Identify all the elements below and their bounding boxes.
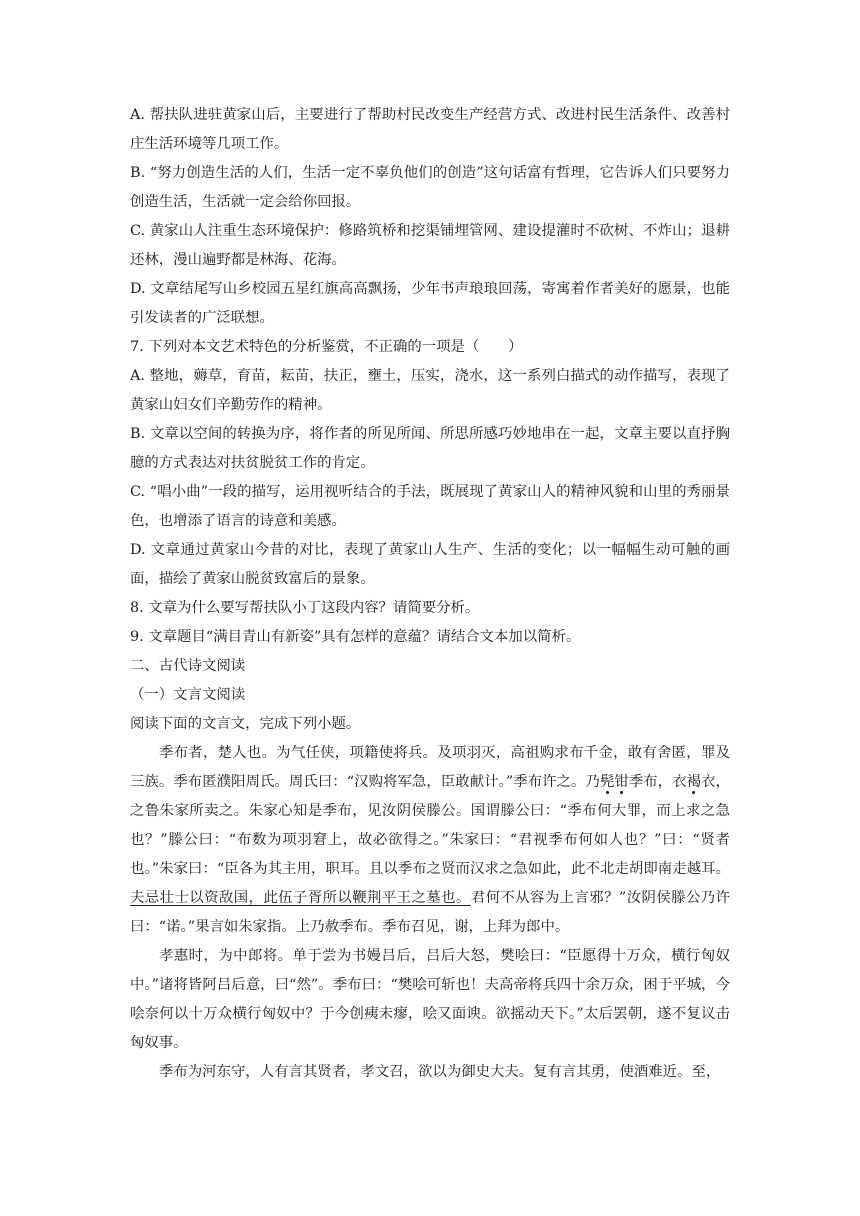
q6-option-c: C. 黄家山人注重生态环境保护：修路筑桥和挖渠铺埋管网、建设提灌时不砍树、不炸山；退耕还林，漫山遍野都是林海、花海。 [130,223,730,268]
dotted-char: 钳 [614,774,629,790]
instruction: 阅读下面的文言文，完成下列小题。 [130,716,361,732]
section-heading: 二、古代诗文阅读 [130,658,246,674]
q6-option-a: A. 帮扶队进驻黄家山后，主要进行了帮助村民改变生产经营方式、改进村民生活条件、改善村庄生活环境等几项工作。 [130,107,730,152]
para1-text-2: 季布，衣 [628,774,687,790]
para1-text-1: 季布者，楚人也。为气任侠，项籍使将兵。及项羽灭，高祖购求布千金，敢有舍匿，罪及三族。季布匿濮阳周氏。周氏曰：“汉购将军急，臣敢献计。”季布许之。乃 [130,745,730,790]
q8: 8. 文章为什么要写帮扶队小丁这段内容？请简要分析。 [130,600,480,616]
document-content [130,101,730,1087]
classical-paragraph-1 [130,739,730,942]
q7-option-c: C. “唱小曲”一段的描写，运用视听结合的手法，既展现了黄家山人的精神风貌和山里的秀丽景色，也增添了语言的诗意和美感。 [130,484,730,529]
dotted-char: 褐 [686,774,702,790]
q6-option-d: D. 文章结尾写山乡校园五星红旗高高飘扬，少年书声琅琅回荡，寄寓着作者美好的愿景，也能引发读者的广泛联想。 [130,281,730,326]
q7-option-d: D. 文章通过黄家山今昔的对比，表现了黄家山人生产、生活的变化；以一幅幅生动可触的画面，描绘了黄家山脱贫致富后的景象。 [130,542,730,587]
para1-text-3: 衣，之鲁朱家所卖之。朱家心知是季布，见汝阴侯滕公。国谓滕公曰：“季布何大罪，而上求之急也？”滕公曰：“布数为项羽窘上，故必欲得之。”朱家曰：“君视季布何如人也？”曰：“贤者也。”朱家曰：“臣各为其主用，职耳。且以季布之贤而汉求之急如此，此不北走胡即南走越耳。 [130,774,730,877]
classical-paragraph-3: 季布为河东守，人有言其贤者，孝文召，欲以为御史大夫。复有言其勇，使酒难近。至， [159,1064,721,1080]
q7-stem: 7. 下列对本文艺术特色的分析鉴赏，不正确的一项是（ ） [130,339,523,355]
q9: 9. 文章题目“满目青山有新姿”具有怎样的意蕴？请结合文本加以简析。 [130,629,581,645]
subsection-heading: （一）文言文阅读 [130,687,246,703]
q6-option-b: B. “努力创造生活的人们，生活一定不辜负他们的创造”这句话富有哲理，它告诉人们只要努力创造生活，生活就一定会给你回报。 [130,165,730,210]
underlined-sentence: 夫忌壮士以资敌国，此伍子胥所以鞭荆平王之墓也。 [130,890,471,906]
q7-option-a: A. 整地，薅草，育苗，耘苗，扶正，壅土，压实，浇水，这一系列白描式的动作描写，表现了黄家山妇女们辛勤劳作的精神。 [130,368,730,413]
classical-paragraph-2: 孝惠时，为中郎将。单于尝为书嫚吕后，吕后大怒，樊哙曰：“臣愿得十万众，横行匈奴中。”诸将皆阿吕后意，曰“然”。季布曰：“樊哙可斩也！夫高帝将兵四十余万众，困于平城，今哙奈何以十万众横行匈奴中？于今创痍未瘳，哙又面谀。欲摇动天下。”太后罢朝，遂不复议击匈奴事。 [130,948,730,1051]
para1-text-4: 君何不从容为上言邪？”汝阴侯滕公乃许曰：“诺。”果言如朱家指。上乃赦季布。季布召见，谢，上拜为郎中。 [130,890,730,935]
dotted-char: 髡 [599,774,615,790]
q7-option-b: B. 文章以空间的转换为序，将作者的所见所闻、所思所感巧妙地串在一起，文章主要以直抒胸臆的方式表达对扶贫脱贫工作的肯定。 [130,426,730,471]
